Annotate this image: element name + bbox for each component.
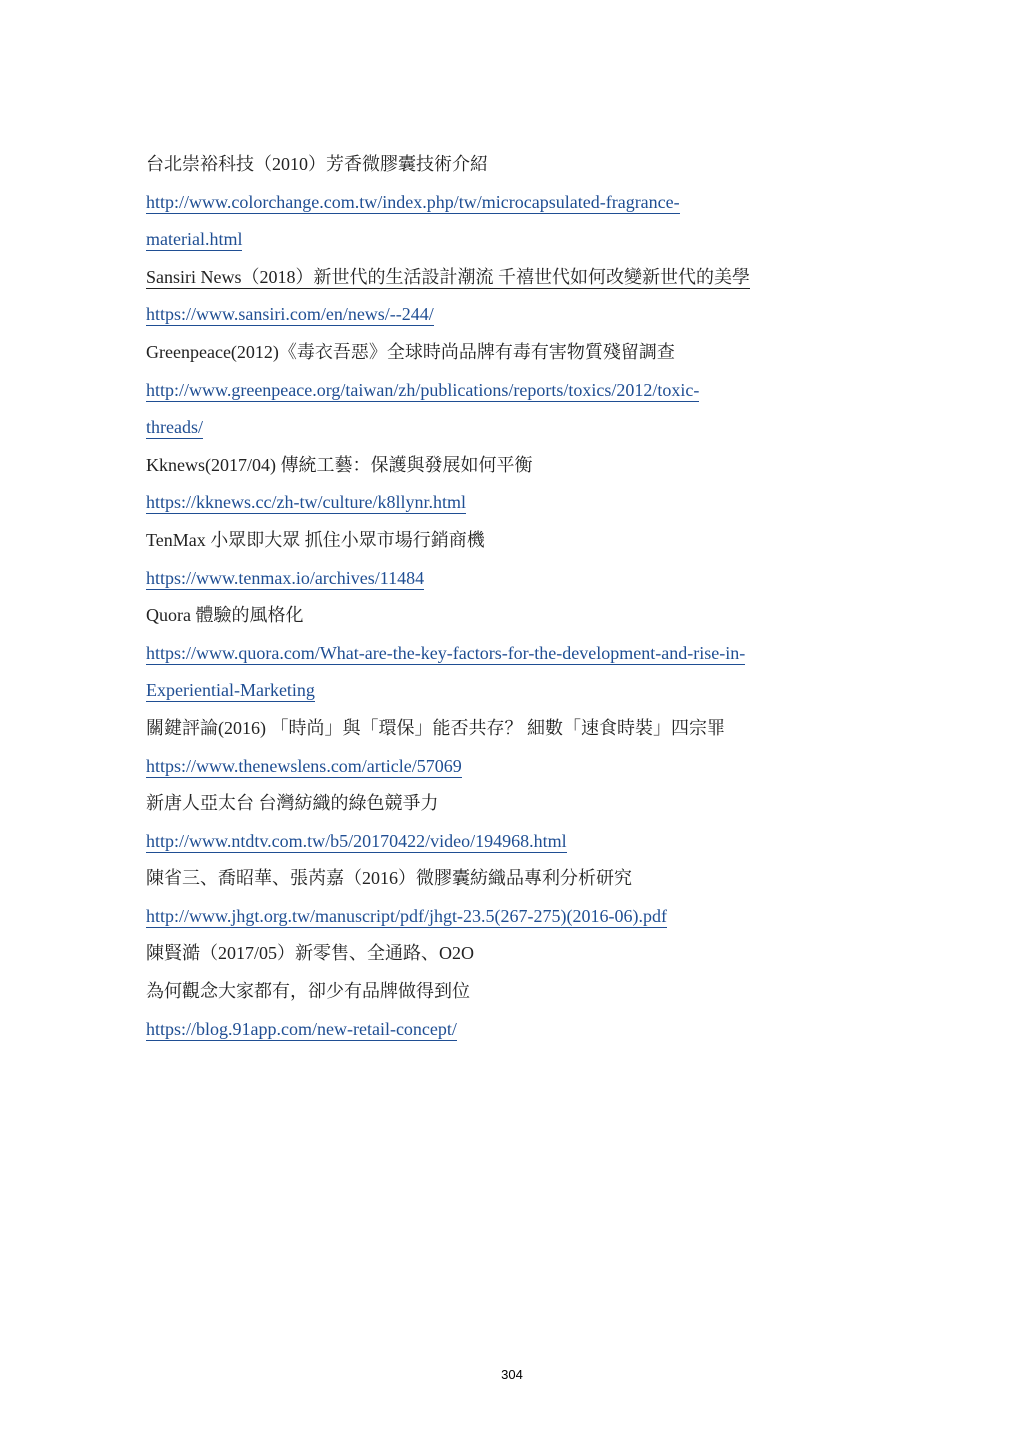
- reference-line-24: [146, 1011, 876, 1049]
- reference-line-23: 為何觀念大家都有，卻少有品牌做得到位: [146, 981, 470, 1002]
- reference-line-15: [146, 672, 876, 710]
- reference-list: [146, 146, 876, 1048]
- reference-line-5: [146, 296, 876, 334]
- reference-link[interactable]: http://www.greenpeace.org/taiwan/zh/publications/reports/toxics/2012/toxic-: [146, 379, 700, 400]
- reference-link[interactable]: https://www.quora.com/What-are-the-key-factors-for-the-development-and-rise-in-: [146, 642, 746, 663]
- reference-link[interactable]: https://www.thenewslens.com/article/57069: [146, 755, 462, 776]
- reference-link[interactable]: https://blog.91app.com/new-retail-concept/: [146, 1018, 457, 1039]
- reference-line-22: 陳賢澔（2017/05）新零售、全通路、O2O: [146, 943, 474, 964]
- reference-line-7: [146, 372, 876, 410]
- reference-link[interactable]: material.html: [146, 229, 243, 250]
- reference-line-3: [146, 221, 876, 259]
- reference-line-18: 新唐人亞太台 台灣紡織的綠色競爭力: [146, 793, 439, 814]
- reference-line-1: 台北崇裕科技（2010）芳香微膠囊技術介紹: [146, 154, 488, 174]
- reference-line-12: [146, 560, 876, 598]
- reference-line-9: Kknews(2017/04) 傳統工藝：保護與發展如何平衡: [146, 454, 533, 475]
- reference-line-20: 陳省三、喬昭華、張芮嘉（2016）微膠囊紡織品專利分析研究: [146, 868, 632, 889]
- reference-line-4: Sansiri News（2018）新世代的生活設計潮流 千禧世代如何改變新世代的美學: [146, 266, 750, 287]
- reference-line-21: [146, 898, 876, 936]
- reference-line-8: [146, 409, 876, 447]
- reference-link[interactable]: threads/: [146, 417, 203, 438]
- reference-link[interactable]: https://www.tenmax.io/archives/11484: [146, 567, 425, 588]
- reference-line-17: [146, 748, 876, 786]
- page-number: 304: [501, 1367, 523, 1382]
- reference-link[interactable]: http://www.ntdtv.com.tw/b5/20170422/video/194968.html: [146, 830, 567, 851]
- reference-link[interactable]: http://www.jhgt.org.tw/manuscript/pdf/jhgt-23.5(267-275)(2016-06).pdf: [146, 905, 667, 926]
- reference-line-19: [146, 823, 876, 861]
- reference-link[interactable]: https://www.sansiri.com/en/news/--244/: [146, 304, 434, 325]
- reference-line-2: [146, 184, 876, 222]
- reference-line-13: Quora 體驗的風格化: [146, 605, 304, 626]
- reference-line-14: [146, 635, 876, 673]
- reference-line-10: [146, 484, 876, 522]
- reference-line-11: TenMax 小眾即大眾 抓住小眾市場行銷商機: [146, 529, 485, 550]
- reference-line-6: Greenpeace(2012)《毒衣吾惡》全球時尚品牌有毒有害物質殘留調查: [146, 341, 675, 362]
- reference-link[interactable]: https://kknews.cc/zh-tw/culture/k8llynr.html: [146, 492, 466, 513]
- reference-link[interactable]: http://www.colorchange.com.tw/index.php/tw/microcapsulated-fragrance-: [146, 191, 680, 212]
- reference-link[interactable]: Experiential-Marketing: [146, 680, 315, 701]
- reference-line-16: 關鍵評論(2016) 「時尚」與「環保」能否共存？ 細數「速食時裝」四宗罪: [146, 717, 725, 738]
